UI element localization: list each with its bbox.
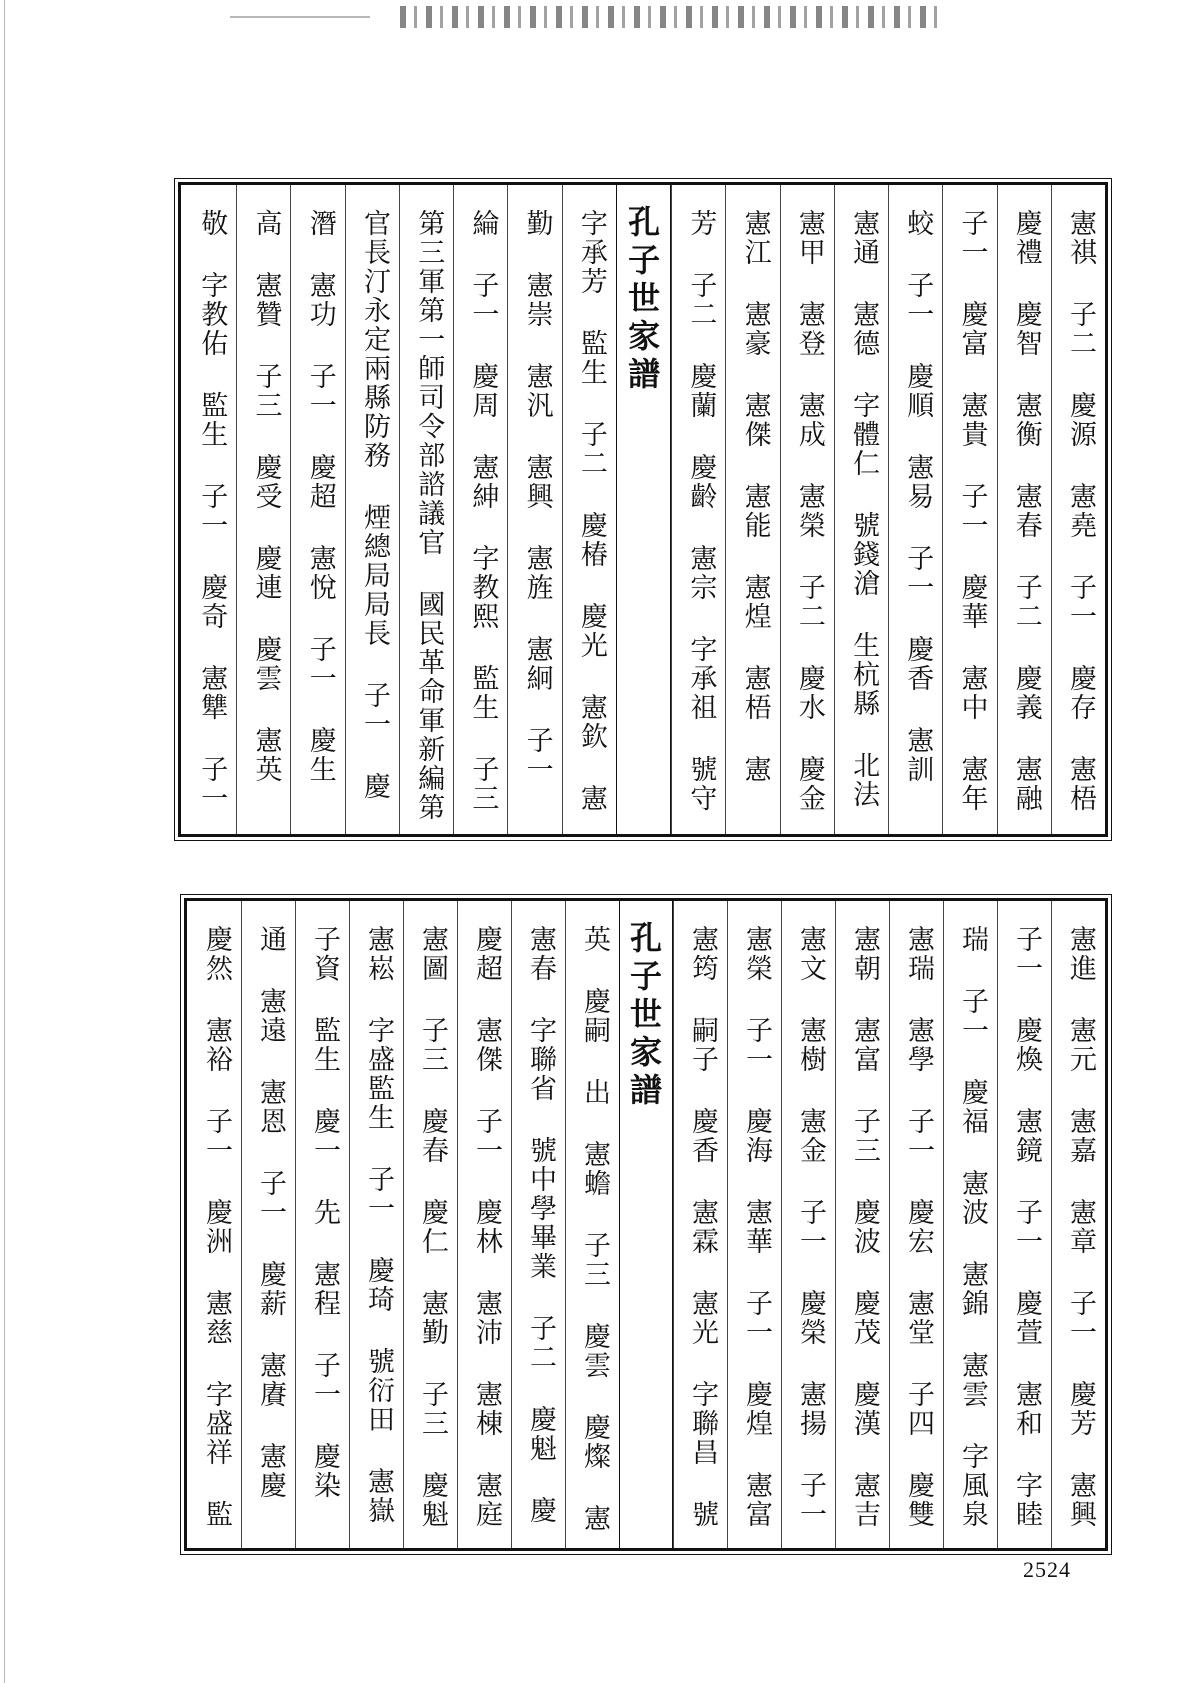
text-column: 憲甲 憲登 憲成 憲榮 子二 慶水 慶金: [780, 185, 834, 834]
text-column: 憲通 憲德 字體仁 號錢滄 生杭縣 北法: [834, 185, 888, 834]
text-column: 憲江 憲豪 憲傑 憲能 憲煌 憲梧 憲: [725, 185, 779, 834]
text-column: 官長汀永定兩縣防務 煙總局局長 子一 慶: [345, 185, 399, 834]
text-column: 子一 慶富 憲貴 子一 慶華 憲中 憲年: [942, 185, 996, 834]
book-title: 孔子世家譜: [625, 921, 663, 1111]
text-column: 敬 字教佑 監生 子一 慶奇 憲犨 子一: [196, 209, 228, 813]
text-column: 憲文 憲樹 憲金 子一 慶榮 憲揚 子一: [781, 901, 835, 1548]
text-column: 憲朝 憲富 子三 慶波 慶茂 慶漢 憲吉: [835, 901, 889, 1548]
text-column: 憲榮 子一 慶海 憲華 子一 慶煌 憲富: [727, 901, 781, 1548]
page-number: 2524: [1023, 1557, 1071, 1582]
text-column: 憲進 憲元 憲嘉 憲章 子一 慶芳 憲興: [1051, 901, 1105, 1548]
text-column: 慶超 憲傑 子一 慶林 憲沛 憲棟 憲庭: [457, 901, 511, 1548]
text-column: 慶然 憲裕 子一 慶洲 憲慈 字盛祥 監: [201, 925, 232, 1529]
top-scan-artifact: [400, 6, 940, 28]
top-scan-artifact-left: [230, 16, 370, 18]
text-column: 字承芳 監生 子二 慶椿 慶光 憲欽 憲: [562, 185, 616, 834]
book-title: 孔子世家譜: [623, 205, 662, 395]
center-fold-column: [619, 901, 673, 1548]
text-column: 子一 慶煥 憲鏡 子一 慶萱 憲和 字睦: [997, 901, 1051, 1548]
center-fold-column: [616, 185, 671, 834]
text-column: 蛟 子一 慶順 憲易 子一 慶香 憲訓: [888, 185, 942, 834]
genealogy-page-42: [184, 898, 1108, 1551]
text-column: 高 憲贊 子三 慶受 慶連 慶雲 憲英: [236, 185, 290, 834]
text-column: 第三軍第一師司令部諮議官 國民革命軍新編第: [399, 185, 453, 834]
text-column: 憲春 字聯省 號中學畢業 子二 慶魁 慶: [511, 901, 565, 1548]
text-column: 綸 子一 慶周 憲紳 字教熙 監生 子三: [453, 185, 507, 834]
text-column: 憲瑞 憲學 子一 慶宏 憲堂 子四 慶雙: [889, 901, 943, 1548]
genealogy-page-41: [178, 182, 1108, 837]
text-column: 憲崧 字盛監生 子一 慶琦 號衍田 憲嶽: [349, 901, 403, 1548]
scan-edge-line: [4, 0, 5, 1683]
text-column: 通 憲遠 憲恩 子一 慶薪 憲賡 憲慶: [241, 901, 295, 1548]
text-column: 英 慶嗣 出 憲蟾 子三 慶雲 慶燦 憲: [565, 901, 619, 1548]
text-column: 憲筠 嗣子 慶香 憲霖 憲光 字聯昌 號: [673, 901, 727, 1548]
text-column: 芳 子二 慶蘭 慶齡 憲宗 字承祖 號守: [671, 185, 725, 834]
text-column: 子資 監生 慶一 先 憲程 子一 慶染: [295, 901, 349, 1548]
text-column: 慶禮 慶智 憲衡 憲春 子二 慶義 憲融: [997, 185, 1051, 834]
text-column: 憲祺 子二 慶源 憲堯 子一 慶存 憲梧: [1051, 185, 1105, 834]
text-column: 勤 憲崇 憲汎 憲興 憲旌 憲絅 子一: [507, 185, 561, 834]
text-column: 潛 憲功 子一 慶超 憲悅 子一 慶生: [290, 185, 344, 834]
text-column: 瑞 子一 慶福 憲波 憲錦 憲雲 字風泉: [943, 901, 997, 1548]
text-column: 憲圖 子三 慶春 慶仁 憲勤 子三 慶魁: [403, 901, 457, 1548]
